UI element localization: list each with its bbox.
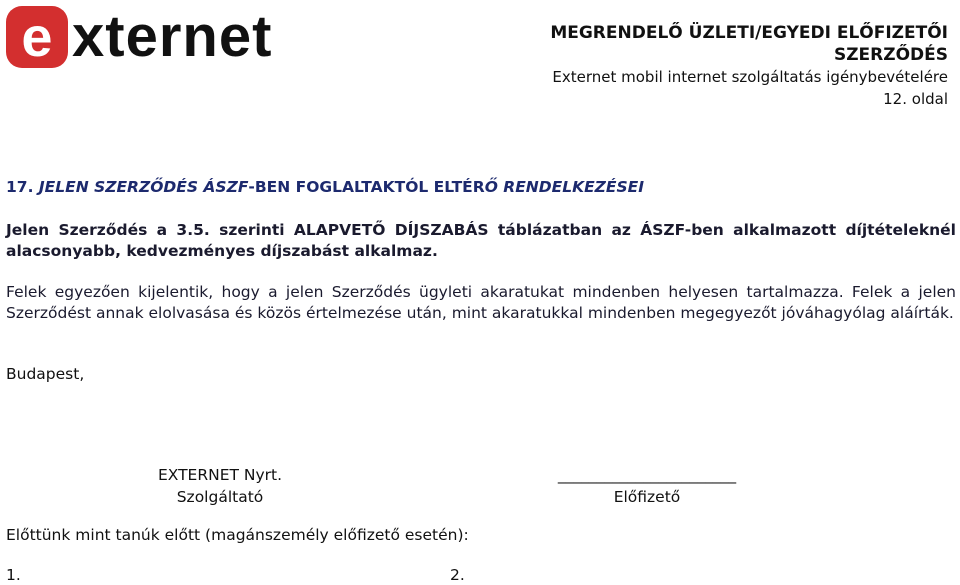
witness-number-1: 1. <box>6 566 21 584</box>
svg-text:e: e <box>21 5 53 68</box>
document-header <box>478 22 948 110</box>
provider-role: Szolgáltató <box>176 488 264 506</box>
page-number: 12. oldal <box>883 90 948 108</box>
subscriber-signature-block <box>522 464 772 508</box>
externet-logo <box>4 4 364 70</box>
paragraph-discount: Jelen Szerződés a 3.5. szerinti ALAPVETŐ DÍJSZABÁS táblázatban az ÁSZF-ben alkalmazott díjtételeknél alacsonyabb, kedvezményes díjszabást alkalmaz. <box>6 221 956 260</box>
svg-text:xternet: xternet <box>72 4 273 69</box>
provider-signature-block <box>150 464 290 508</box>
paragraph-agreement: Felek egyezően kijelentik, hogy a jelen Szerződés ügyleti akaratukat mindenben helyesen tartalmazza. Felek a jelen Szerződést annak elolvasása és közös értelmezése után, mint akaratukkal mindenben megegyezőt jóváhagyólag aláírták. <box>6 283 956 322</box>
section-heading: 17. JELEN SZERZŐDÉS ÁSZF-BEN FOGLALTAKTÓL ELTÉRŐ RENDELKEZÉSEI <box>6 178 645 196</box>
subscriber-signature-line: _______________________ <box>557 466 737 484</box>
place-label: Budapest, <box>6 365 85 383</box>
provider-name: EXTERNET Nyrt. <box>157 466 283 484</box>
witness-label: Előttünk mint tanúk előtt (magánszemély előfizető esetén): <box>6 526 469 544</box>
document-title-line1: MEGRENDELŐ ÜZLETI/EGYEDI ELŐFIZETŐI <box>550 23 948 43</box>
subscriber-role: Előfizető <box>613 488 681 506</box>
document-title-line2: SZERZŐDÉS <box>833 45 948 65</box>
document-subtitle: Externet mobil internet szolgáltatás igénybevételére <box>552 68 948 86</box>
witness-number-2: 2. <box>450 566 465 584</box>
